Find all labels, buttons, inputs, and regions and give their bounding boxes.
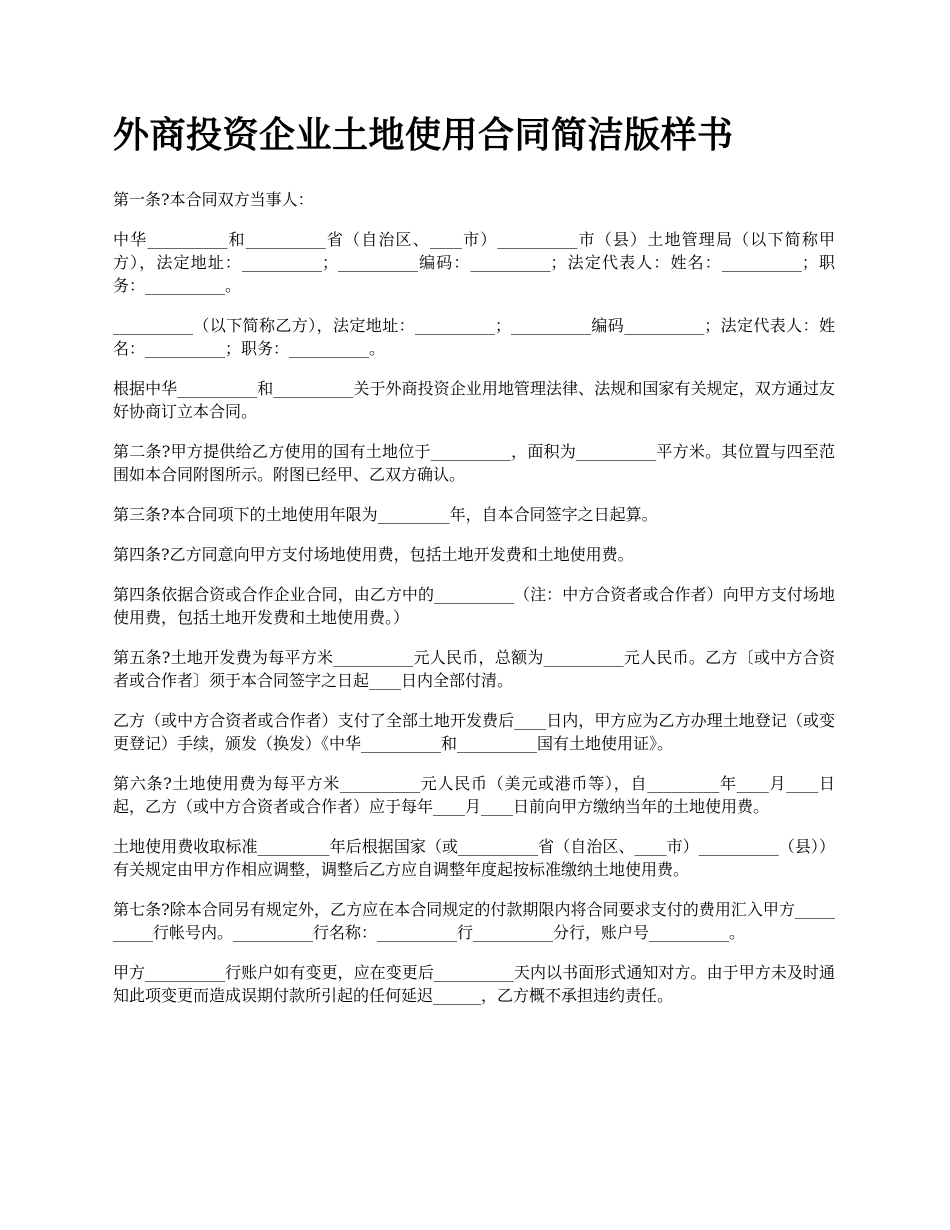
basis-paragraph: 根据中华__________和__________关于外商投资企业用地管理法律、法规和国家有关规定，双方通过友好协商订立本合同。 [113, 379, 835, 421]
article-5-paragraph: 第五条?土地开发费为每平方米__________元人民币，总额为__________元人民币。乙方〔或中方合资者或合作者〕须于本合同签字之日起____日内全部付清。 [113, 648, 835, 690]
account-change-paragraph: 甲方__________行账户如有变更，应在变更后__________天内以书面形式通知对方。由于甲方未及时通知此项变更而造成误期付款所引起的任何延迟______，乙方概不承担违约责任。 [113, 963, 835, 1005]
article-2-paragraph: 第二条?甲方提供给乙方使用的国有土地位于__________，面积为__________平方米。其位置与四至范围如本合同附图所示。附图已经甲、乙双方确认。 [113, 442, 835, 484]
article-1-heading: 第一条?本合同双方当事人： [113, 190, 314, 209]
article-4-paragraph: 第四条?乙方同意向甲方支付场地使用费，包括土地开发费和土地使用费。 [113, 545, 634, 564]
fee-adjustment-paragraph: 土地使用费收取标准_________年后根据国家（或__________省（自治区、____市）__________（县））有关规定由甲方作相应调整，调整后乙方应自调整年度起按标准缴纳土地使用费。 [113, 837, 835, 879]
article-4-alt-paragraph: 第四条依据合资或合作企业合同，由乙方中的__________（注：中方合资者或合作者）向甲方支付场地使用费，包括土地开发费和土地使用费。） [113, 585, 835, 627]
party-a-paragraph: 中华__________和__________省（自治区、____市）__________市（县）土地管理局（以下简称甲方），法定地址：__________；__________编码：__________；法定代表人：姓名：__________；职务：__________。 [113, 230, 835, 295]
article-6-paragraph: 第六条?土地使用费为每平方米__________元人民币（美元或港币等），自_________年____月____日起，乙方（或中方合资者或合作者）应于每年____月____日前向甲方缴纳当年的土地使用费。 [113, 774, 835, 816]
party-b-paragraph: __________（以下简称乙方），法定地址：__________；__________编码__________；法定代表人：姓名：__________；职务：__________。 [113, 316, 835, 358]
document-page [113, 112, 835, 1024]
article-7-paragraph: 第七条?除本合同另有规定外，乙方应在本合同规定的付款期限内将合同要求支付的费用汇入甲方__________行帐号内。__________行名称：__________行__________分行，账户号__________。 [113, 900, 835, 942]
document-title: 外商投资企业土地使用合同简洁版样书 [113, 115, 734, 156]
article-3-paragraph: 第三条?本合同项下的土地使用年限为_________年，自本合同签字之日起算。 [113, 505, 658, 524]
land-registration-paragraph: 乙方（或中方合资者或合作者）支付了全部土地开发费后____日内，甲方应为乙方办理土地登记（或变更登记）手续，颁发（换发）《中华__________和__________国有土地使用证》。 [113, 711, 835, 753]
